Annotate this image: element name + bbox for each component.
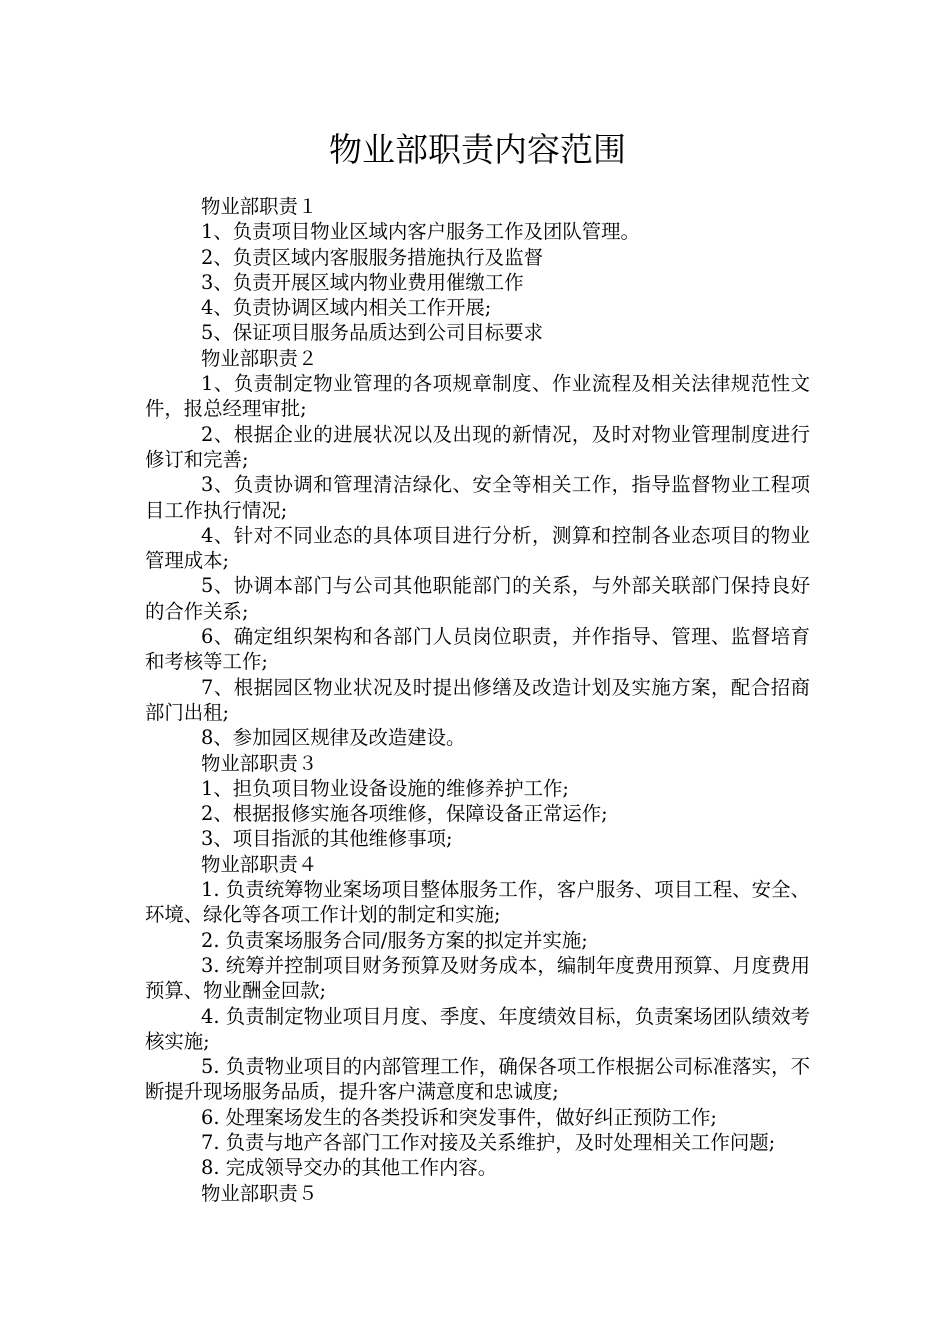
paragraph: 5、协调本部门与公司其他职能部门的关系，与外部关联部门保持良好的合作关系; [145,574,810,623]
paragraph: 2. 负责案场服务合同/服务方案的拟定并实施; [201,928,588,952]
paragraph: 3. 统筹并控制项目财务预算及财务成本，编制年度费用预算、月度费用预算、物业酬金回款; [145,953,810,1003]
document-body [145,194,810,1206]
section-heading-1: 物业部职责１ [201,195,318,218]
section-heading-3: 物业部职责３ [201,751,318,775]
paragraph: 4、针对不同业态的具体项目进行分析，测算和控制各业态项目的物业管理成本; [145,523,810,573]
section-heading-2: 物业部职责２ [201,346,318,370]
paragraph: 1、负责制定物业管理的各项规章制度、作业流程及相关法律规范性文件，报总经理审批; [145,372,810,421]
paragraph: 2、负责区域内客服服务措施执行及监督 [201,245,543,269]
paragraph: 6、确定组织架构和各部门人员岗位职责，并作指导、管理、监督培育和考核等工作; [145,625,810,674]
paragraph: 3、负责协调和管理清洁绿化、安全等相关工作，指导监督物业工程项目工作执行情况; [145,473,810,522]
paragraph: 6. 处理案场发生的各类投诉和突发事件，做好纠正预防工作; [201,1105,717,1129]
paragraph: 5. 负责物业项目的内部管理工作，确保各项工作根据公司标准落实，不断提升现场服务品质，提升客户满意度和忠诚度; [145,1055,810,1104]
section-heading-5: 物业部职责５ [201,1181,318,1205]
paragraph: 8、参加园区规律及改造建设。 [201,726,466,750]
paragraph: 3、项目指派的其他维修事项; [201,827,453,851]
paragraph: 1、负责项目物业区域内客户服务工作及团队管理。 [201,220,640,244]
paragraph: 7. 负责与地产各部门工作对接及关系维护，及时处理相关工作问题; [201,1130,776,1154]
document-title: 物业部职责内容范围 [329,130,626,169]
paragraph: 1、担负项目物业设备设施的维修养护工作; [201,776,569,800]
paragraph: 2、根据报修实施各项维修，保障设备正常运作; [201,802,608,826]
paragraph: 5、保证项目服务品质达到公司目标要求 [201,321,543,345]
paragraph: 2、根据企业的进展状况以及出现的新情况，及时对物业管理制度进行修订和完善; [145,422,810,471]
paragraph: 8. 完成领导交办的其他工作内容。 [201,1156,498,1180]
paragraph: 7、根据园区物业状况及时提出修缮及改造计划及实施方案，配合招商部门出租; [145,675,810,724]
section-heading-4: 物业部职责４ [201,852,318,876]
paragraph: 1. 负责统筹物业案场项目整体服务工作，客户服务、项目工程、安全、环境、绿化等各项工作计划的制定和实施; [145,878,810,927]
paragraph: 3、负责开展区域内物业费用催缴工作 [201,270,524,294]
paragraph: 4. 负责制定物业项目月度、季度、年度绩效目标，负责案场团队绩效考核实施; [145,1004,810,1053]
paragraph: 4、负责协调区域内相关工作开展; [201,296,492,320]
